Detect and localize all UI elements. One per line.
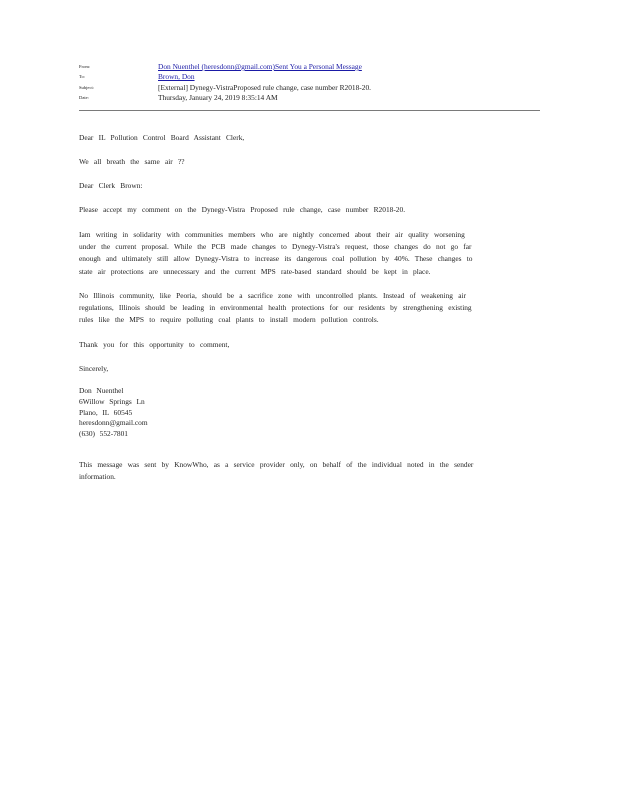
footer-note	[79, 459, 534, 483]
signature-street: 6Willow Springs Ln	[79, 396, 145, 406]
thanks-line	[79, 339, 534, 351]
from-row	[79, 62, 549, 72]
paragraph-2-line: state air protections are unnecessary and the current MPS rate-based standard should be kept in place.	[79, 266, 431, 276]
paragraph-2-line: Iam writing in solidarity with communities members who are nightly concerned about their air quality worsening	[79, 230, 465, 239]
footer-line: This message was sent by KnowWho, as a service provider only, on behalf of the individual noted in the sender	[79, 460, 474, 469]
greeting	[79, 132, 534, 144]
paragraph-2	[79, 229, 534, 278]
paragraph-3-line: regulations, Illinois should be leading in environmental health protections for our residents by strengthening existing	[79, 303, 472, 313]
to-value-link[interactable]: Brown, Don	[158, 72, 195, 81]
date-label: Date:	[79, 95, 89, 100]
signature-email: heresdonn@gmail.com	[79, 418, 148, 428]
salutation	[79, 180, 534, 192]
footer-line: information.	[79, 472, 116, 482]
date-value: Thursday, January 24, 2019 8:35:14 AM	[158, 93, 278, 102]
paragraph-1	[79, 204, 534, 216]
closing-line	[79, 363, 534, 375]
date-row	[79, 93, 549, 103]
paragraph-3-line: No Illinois community, like Peoria, should be a sacrifice zone with uncontrolled plants. Instead of weakening air	[79, 291, 467, 300]
signature-name: Don Nuenthel	[79, 386, 124, 395]
greeting-text: Dear IL Pollution Control Board Assistant Clerk,	[79, 133, 245, 142]
signature-city: Plano, IL 60545	[79, 407, 133, 417]
paragraph-2-line: under the current proposal. While the PCB made changes to Dynegy-Vistra's request, those changes do not go far	[79, 242, 472, 252]
signature-phone: (630) 552-7801	[79, 429, 128, 439]
to-label: To:	[79, 74, 86, 79]
paragraph-1-text: Please accept my comment on the Dynegy-Vistra Proposed rule change, case number R2018-20.	[79, 205, 406, 214]
subject-label: Subject:	[79, 85, 95, 90]
salutation-text: Dear Clerk Brown:	[79, 181, 143, 190]
from-value-link[interactable]: Don Nuenthel (heresdonn@gmail.com)Sent You a Personal Message	[158, 62, 362, 71]
thanks-text: Thank you for this opportunity to comment,	[79, 340, 230, 349]
closing-text: Sincerely,	[79, 364, 109, 373]
paragraph-3	[79, 290, 534, 327]
subject-row	[79, 83, 549, 93]
body-line-2-text: We all breath the same air ??	[79, 157, 185, 166]
signature-block	[79, 386, 148, 440]
paragraph-2-line: enough and ultimately still allow Dynegy-Vistra to increase its dangerous coal pollution by 40%. These changes to	[79, 254, 473, 264]
from-label: From:	[79, 64, 91, 69]
header-divider	[79, 110, 540, 111]
body-line-2	[79, 156, 534, 168]
subject-value: [External] Dynegy-VistraProposed rule change, case number R2018-20.	[158, 83, 371, 92]
paragraph-3-line: rules like the MPS to require polluting coal plants to install modern pollution controls.	[79, 315, 379, 325]
to-row	[79, 72, 549, 82]
